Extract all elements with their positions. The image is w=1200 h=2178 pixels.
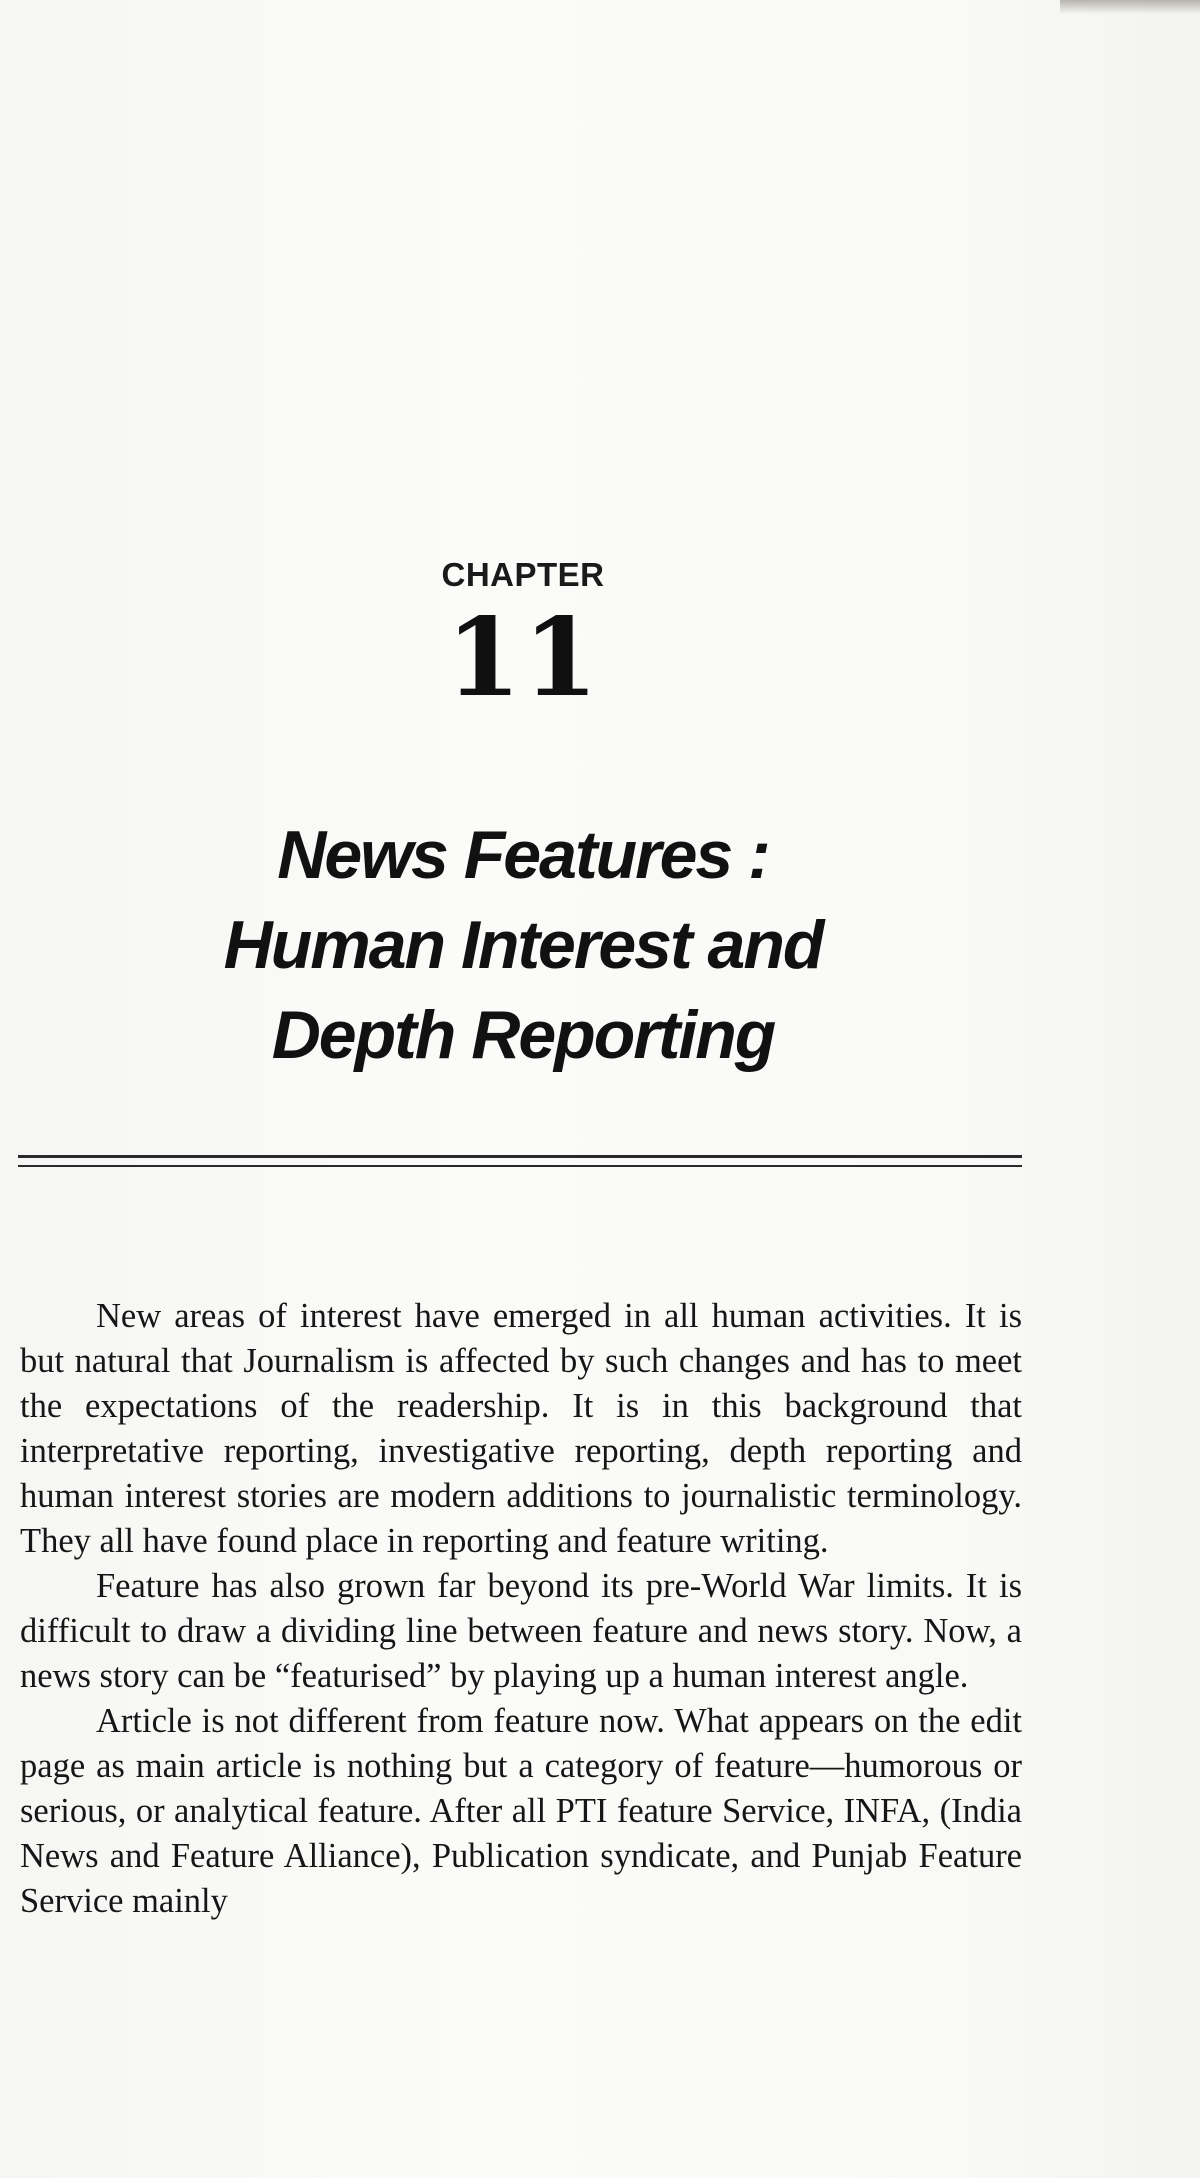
paragraph: Article is not different from feature now. What appears on the edit page as main article is nothing but a category of feature—humorous or serious, or analytical feature. After all PTI feature Service, INFA, (India News and Feature Alliance), Publication syndicate, and Punjab Feature Service mainly	[20, 1702, 1022, 1920]
chapter-number: 11	[445, 595, 601, 721]
page-edge-shadow	[1060, 0, 1200, 14]
chapter-title	[0, 810, 1046, 1080]
paragraph: New areas of interest have emerged in all human activities. It is but natural that Journalism is affected by such changes and has to meet the expectations of the readership. It is in this background that interpretative reporting, investigative reporting, depth reporting and human interest stories are modern additions to journalistic terminology. They all have found place in reporting and feature writing.	[20, 1297, 1022, 1560]
title-divider-bottom	[18, 1165, 1022, 1167]
chapter-label: CHAPTER	[441, 556, 605, 593]
chapter-title-line-3: Depth Reporting	[271, 997, 775, 1073]
chapter-title-line-2: Human Interest and	[223, 907, 823, 983]
body-text	[20, 1294, 1022, 1924]
paragraph: Feature has also grown far beyond its pre-World War limits. It is difficult to draw a dividing line between feature and news story. Now, a news story can be “featurised” by playing up a human interest angle.	[20, 1567, 1022, 1695]
chapter-title-line-1: News Features :	[277, 817, 769, 893]
title-divider-top	[18, 1155, 1022, 1158]
